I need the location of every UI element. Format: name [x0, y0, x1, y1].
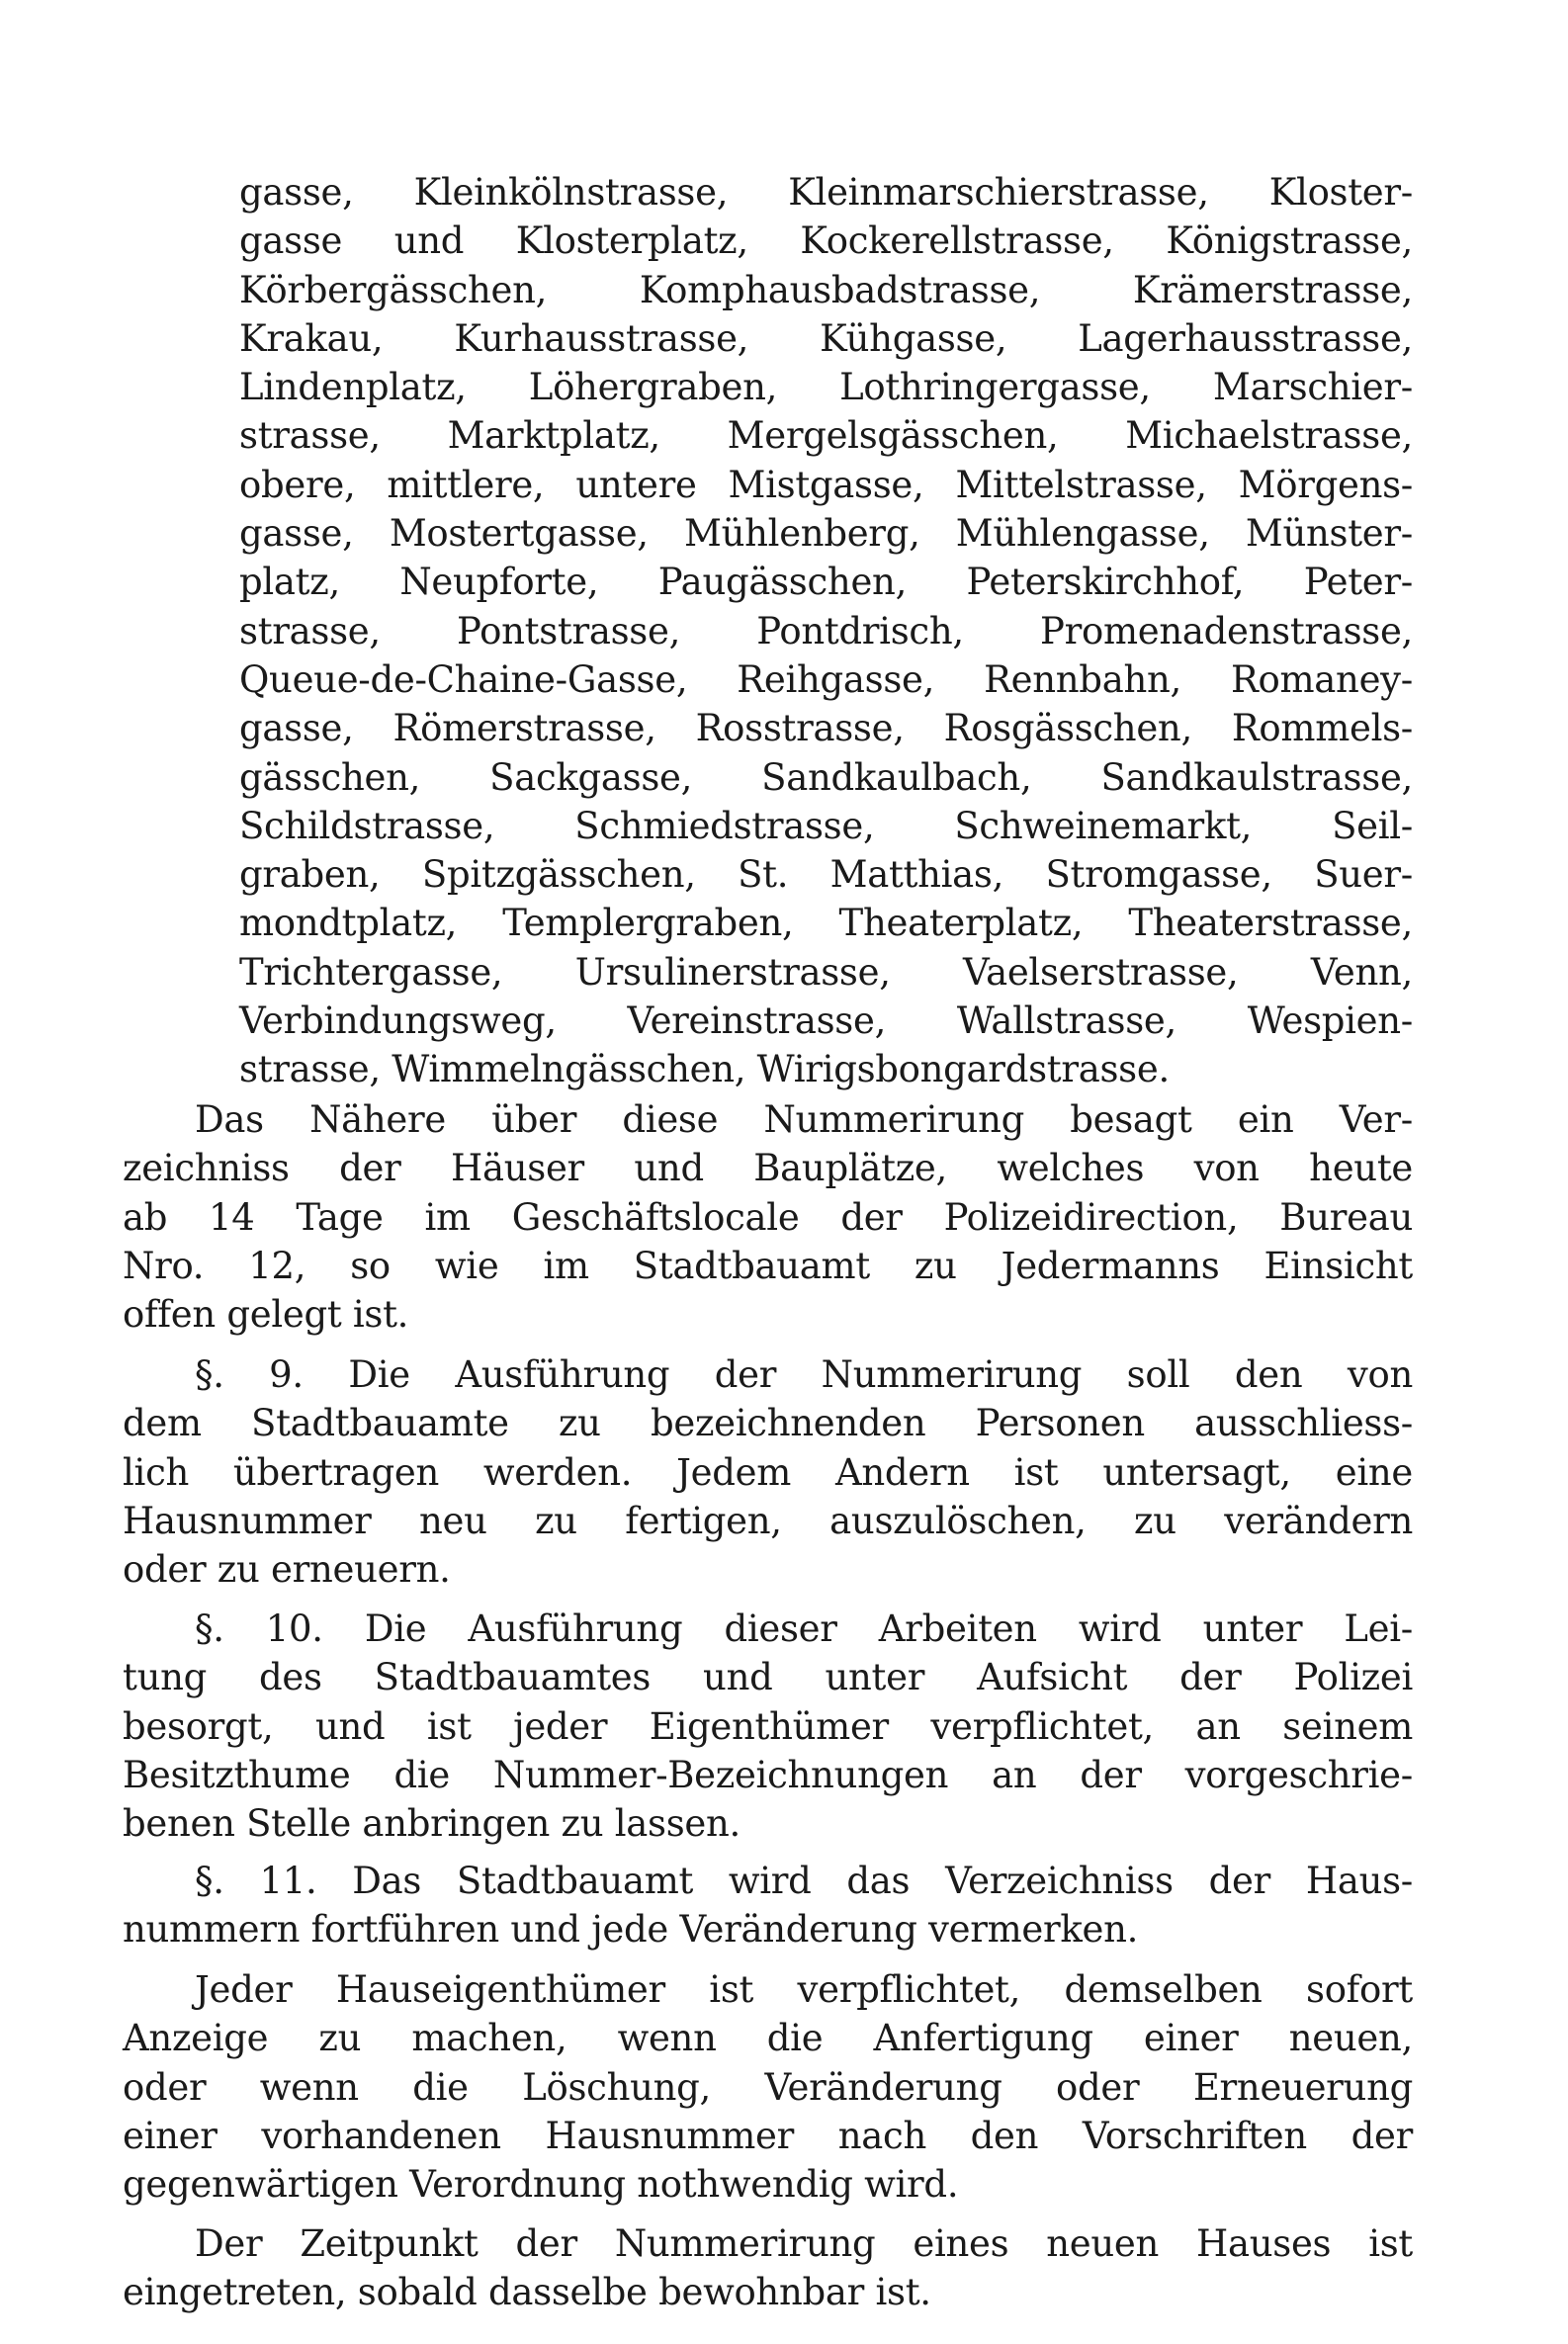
paragraph — [123, 1965, 1413, 2209]
text-line: Nro. 12, so wie im Stadtbauamt zu Jedermanns Einsicht — [123, 1244, 1413, 1287]
text-line: Trichtergasse, Ursulinerstrasse, Vaelserstrasse, Venn, — [239, 950, 1413, 994]
text-line: Queue-de-Chaine-Gasse, Reihgasse, Rennbahn, Romaney- — [239, 657, 1413, 701]
text-line: gässchen, Sackgasse, Sandkaulbach, Sandkaulstrasse, — [239, 755, 1413, 799]
text-line: strasse, Marktplatz, Mergelsgässchen, Michaelstrasse, — [239, 414, 1413, 458]
text-line: obere, mittlere, untere Mistgasse, Mittelstrasse, Mörgens- — [239, 463, 1413, 506]
paragraph — [123, 1350, 1413, 1594]
text-line: Anzeige zu machen, wenn die Anfertigung einer neuen, — [123, 2017, 1413, 2060]
text-line: Schildstrasse, Schmiedstrasse, Schweinemarkt, Seil- — [239, 804, 1413, 847]
text-line: oder wenn die Löschung, Veränderung oder Erneuerung — [123, 2065, 1413, 2109]
text-line: eingetreten, sobald dasselbe bewohnbar ist. — [123, 2271, 931, 2314]
street-list — [239, 168, 1413, 1094]
text-line: gasse, Mostertgasse, Mühlenberg, Mühlengasse, Münster- — [239, 512, 1413, 556]
text-line: Jeder Hauseigenthümer ist verpflichtet, demselben sofort — [195, 1968, 1413, 2011]
text-line: dem Stadtbauamte zu bezeichnenden Personen ausschliess- — [123, 1402, 1413, 1445]
text-line: offen gelegt ist. — [123, 1293, 409, 1337]
text-line: Lindenplatz, Löhergraben, Lothringergasse, Marschier- — [239, 366, 1413, 409]
text-line: lich übertragen werden. Jedem Andern ist untersagt, eine — [123, 1450, 1413, 1494]
text-line: ab 14 Tage im Geschäftslocale der Polizeidirection, Bureau — [123, 1195, 1413, 1239]
text-line: gasse und Klosterplatz, Kockerellstrasse, Königstrasse, — [239, 219, 1413, 263]
text-line: §. 9. Die Ausführung der Nummerirung soll den von — [195, 1353, 1413, 1396]
text-line: gasse, Kleinkölnstrasse, Kleinmarschierstrasse, Kloster- — [239, 171, 1413, 214]
text-line: Besitzthume die Nummer-Bezeichnungen an der vorgeschrie- — [123, 1753, 1413, 1796]
paragraph — [123, 1605, 1413, 1848]
text-line: zeichniss der Häuser und Bauplätze, welches von heute — [123, 1147, 1413, 1190]
text-line: gasse, Römerstrasse, Rosstrasse, Rosgässchen, Rommels- — [239, 707, 1413, 750]
text-line: strasse, Wimmelngässchen, Wirigsbongardstrasse. — [239, 1048, 1170, 1091]
text-line: Körbergässchen, Komphausbadstrasse, Krämerstrasse, — [239, 268, 1413, 311]
text-line: §. 11. Das Stadtbauamt wird das Verzeichniss der Haus- — [195, 1860, 1413, 1902]
text-line: graben, Spitzgässchen, St. Matthias, Stromgasse, Suer- — [239, 853, 1413, 897]
text-line: oder zu erneuern. — [123, 1548, 451, 1592]
text-line: Der Zeitpunkt der Nummerirung eines neuen Hauses ist — [195, 2222, 1413, 2265]
text-line: gegenwärtigen Verordnung nothwendig wird. — [123, 2163, 959, 2207]
text-line: besorgt, und ist jeder Eigenthümer verpflichtet, an seinem — [123, 1704, 1413, 1748]
paragraph — [123, 1095, 1413, 1339]
text-line: §. 10. Die Ausführung dieser Arbeiten wird unter Lei- — [195, 1607, 1413, 1650]
paragraph — [123, 1857, 1413, 1954]
text-line: Das Nähere über diese Nummerirung besagt ein Ver- — [195, 1098, 1413, 1141]
text-line: strasse, Pontstrasse, Pontdrisch, Promenadenstrasse, — [239, 609, 1413, 652]
text-line: platz, Neupforte, Paugässchen, Peterskirchhof, Peter- — [239, 561, 1413, 604]
text-line: Verbindungsweg, Vereinstrasse, Wallstrasse, Wespien- — [239, 999, 1413, 1043]
text-line: einer vorhandenen Hausnummer nach den Vorschriften der — [123, 2114, 1413, 2157]
paragraph — [123, 2219, 1413, 2317]
text-line: Krakau, Kurhausstrasse, Kühgasse, Lagerhausstrasse, — [239, 316, 1413, 360]
text-line: nummern fortführen und jede Veränderung vermerken. — [123, 1908, 1139, 1952]
text-line: mondtplatz, Templergraben, Theaterplatz, Theaterstrasse, — [239, 902, 1413, 945]
text-line: benen Stelle anbringen zu lassen. — [123, 1802, 740, 1846]
text-line: Hausnummer neu zu fertigen, auszulöschen, zu verändern — [123, 1499, 1413, 1542]
text-line: tung des Stadtbauamtes und unter Aufsicht der Polizei — [123, 1656, 1413, 1699]
